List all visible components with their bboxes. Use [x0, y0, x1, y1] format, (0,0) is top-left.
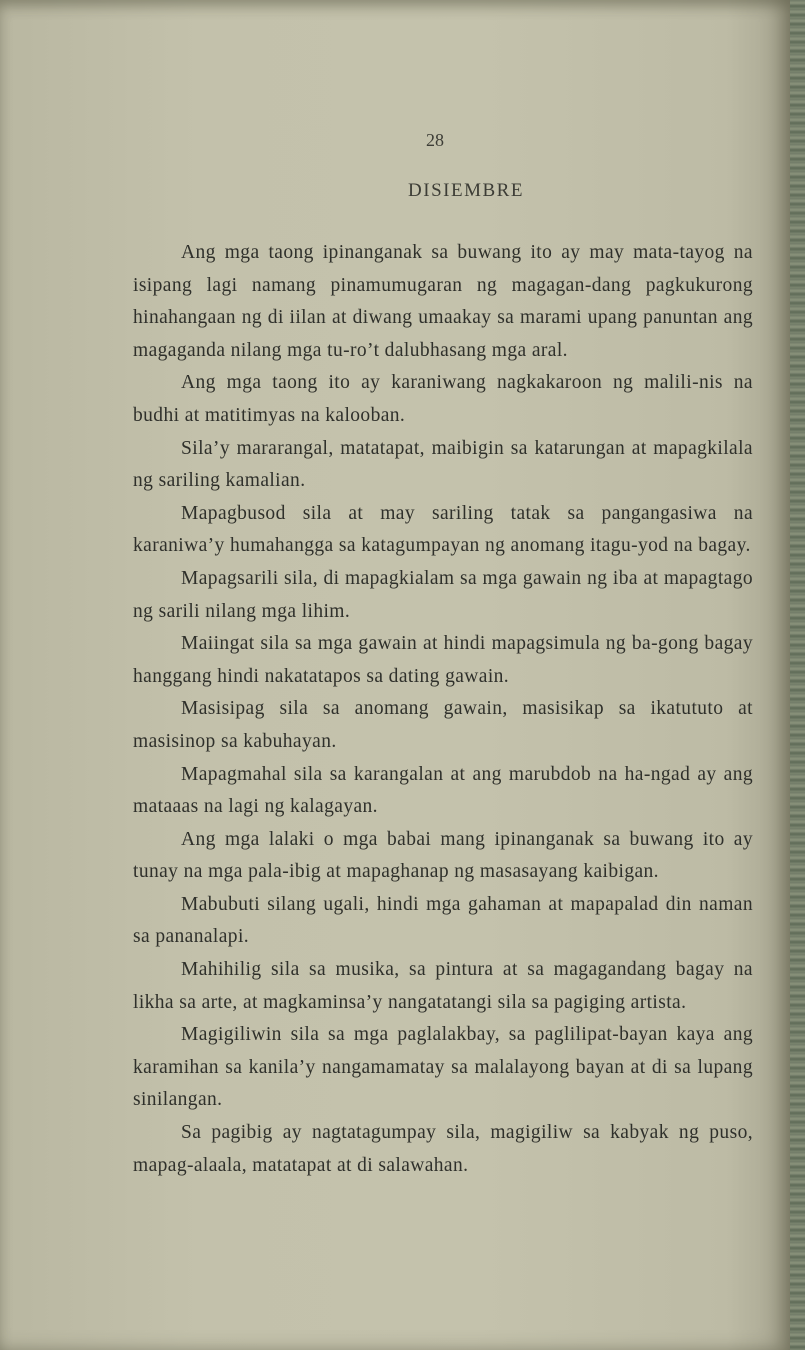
paragraph: Maiingat sila sa mga gawain at hindi mapagsimula ng ba-gong bagay hanggang hindi nakatatapos sa dating gawain. — [133, 633, 753, 687]
page-number: 28 — [426, 130, 444, 150]
paragraph: Magigiliwin sila sa mga paglalakbay, sa paglilipat-bayan kaya ang karamihan sa kanila’y nangamamatay sa malalayong bayan at di sa lupang sinilangan. — [133, 1024, 753, 1111]
paragraph: Ang mga taong ito ay karaniwang nagkakaroon ng malili-nis na budhi at matitimyas na kalooban. — [133, 372, 753, 426]
paragraph: Mapagsarili sila, di mapagkialam sa mga gawain ng iba at mapagtago ng sarili nilang mga lihim. — [133, 567, 753, 622]
page-body — [133, 237, 753, 1182]
paragraph: Ang mga lalaki o mga babai mang ipinanganak sa buwang ito ay tunay na mga pala-ibig at mapaghanap ng masasayang kaibigan. — [133, 828, 753, 883]
page-edge — [790, 0, 805, 1350]
paragraph: Masisipag sila sa anomang gawain, masisikap sa ikatututo at masisinop sa kabuhayan. — [133, 698, 753, 752]
paragraph: Mapagmahal sila sa karangalan at ang marubdob na ha-ngad ay ang mataaas na lagi ng kalagayan. — [133, 763, 753, 818]
paragraph: Mabubuti silang ugali, hindi mga gahaman at mapapalad din naman sa pananalapi. — [133, 893, 753, 948]
paragraph: Sa pagibig ay nagtatagumpay sila, magigiliw sa kabyak ng puso, mapag-alaala, matatapat at di salawahan. — [133, 1122, 753, 1176]
paragraph: Sila’y mararangal, matatapat, maibigin sa katarungan at mapagkilala ng sariling kamalian. — [133, 437, 753, 492]
chapter-title: DISIEMBRE — [408, 180, 524, 201]
paragraph: Mahihilig sila sa musika, sa pintura at sa magagandang bagay na likha sa arte, at magkaminsa’y nangatatangi sila sa pagiging artista. — [133, 959, 753, 1013]
paragraph: Ang mga taong ipinanganak sa buwang ito ay may mata-tayog na isipang lagi namang pinamumugaran ng magagan-dang pagkukurong hinahangaan ng di iilan at diwang umaakay sa marami upang panuntan ang magaganda nilang mga tu-ro’t dalubhasang mga aral. — [133, 242, 753, 361]
paragraph: Mapagbusod sila at may sariling tatak sa pangangasiwa na karaniwa’y humahangga sa katagumpayan ng anomang itagu-yod na bagay. — [133, 502, 753, 557]
